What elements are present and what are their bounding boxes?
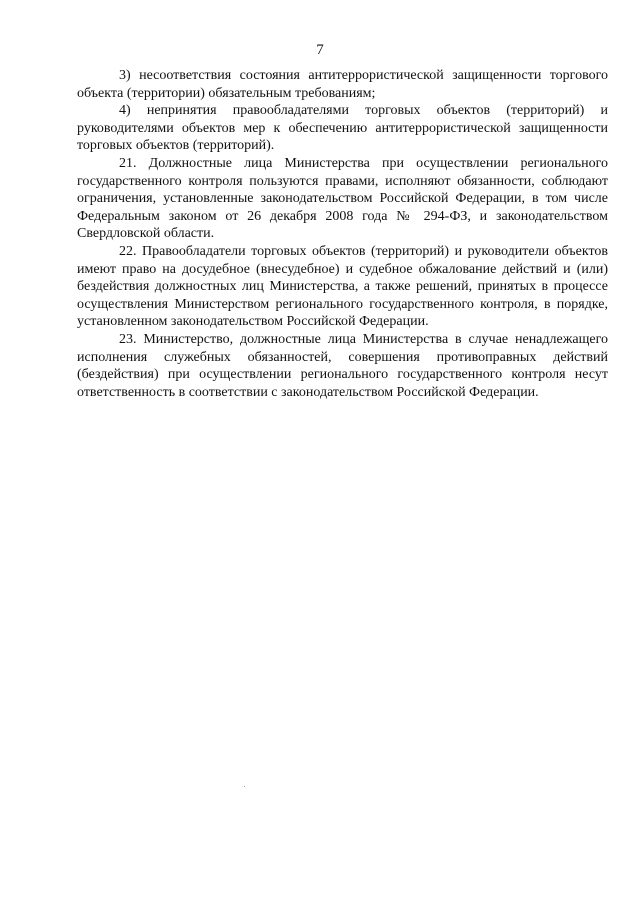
scan-speck [244, 786, 245, 787]
paragraph-22: 22. Правообладатели торговых объектов (территорий) и руководители объектов имеют право на досудебное (внесудебное) и судебное обжалование действий и (или) бездействия должностных лиц Министерства, а также решений, принятых в процессе осуществления Министерством регионального государственного контроля, в порядке, установленном законодательством Российской Федерации. [77, 243, 608, 330]
paragraph-item-4: 4) непринятия правообладателями торговых объектов (территорий) и руководителями объектов мер к обеспечению антитеррористической защищенности торговых объектов (территорий). [77, 103, 608, 154]
document-body [77, 67, 608, 401]
paragraph-21: 21. Должностные лица Министерства при осуществлении регионального государственного контроля пользуются правами, исполняют обязанности, соблюдают ограничения, установленные законодательством Российской Федерации, в том числе Федеральным законом от 26 декабря 2008 года № 294-ФЗ, и законодательством Свердловской области. [77, 155, 608, 242]
paragraph-23: 23. Министерство, должностные лица Министерства в случае ненадлежащего исполнения служебных обязанностей, совершения противоправных действий (бездействия) при осуществлении регионального государственного контроля несут ответственность в соответствии с законодательством Российской Федерации. [77, 331, 608, 400]
page-number: 7 [316, 42, 324, 58]
paragraph-item-3: 3) несоответствия состояния антитеррористической защищенности торгового объекта (территории) обязательным требованиям; [77, 68, 608, 101]
